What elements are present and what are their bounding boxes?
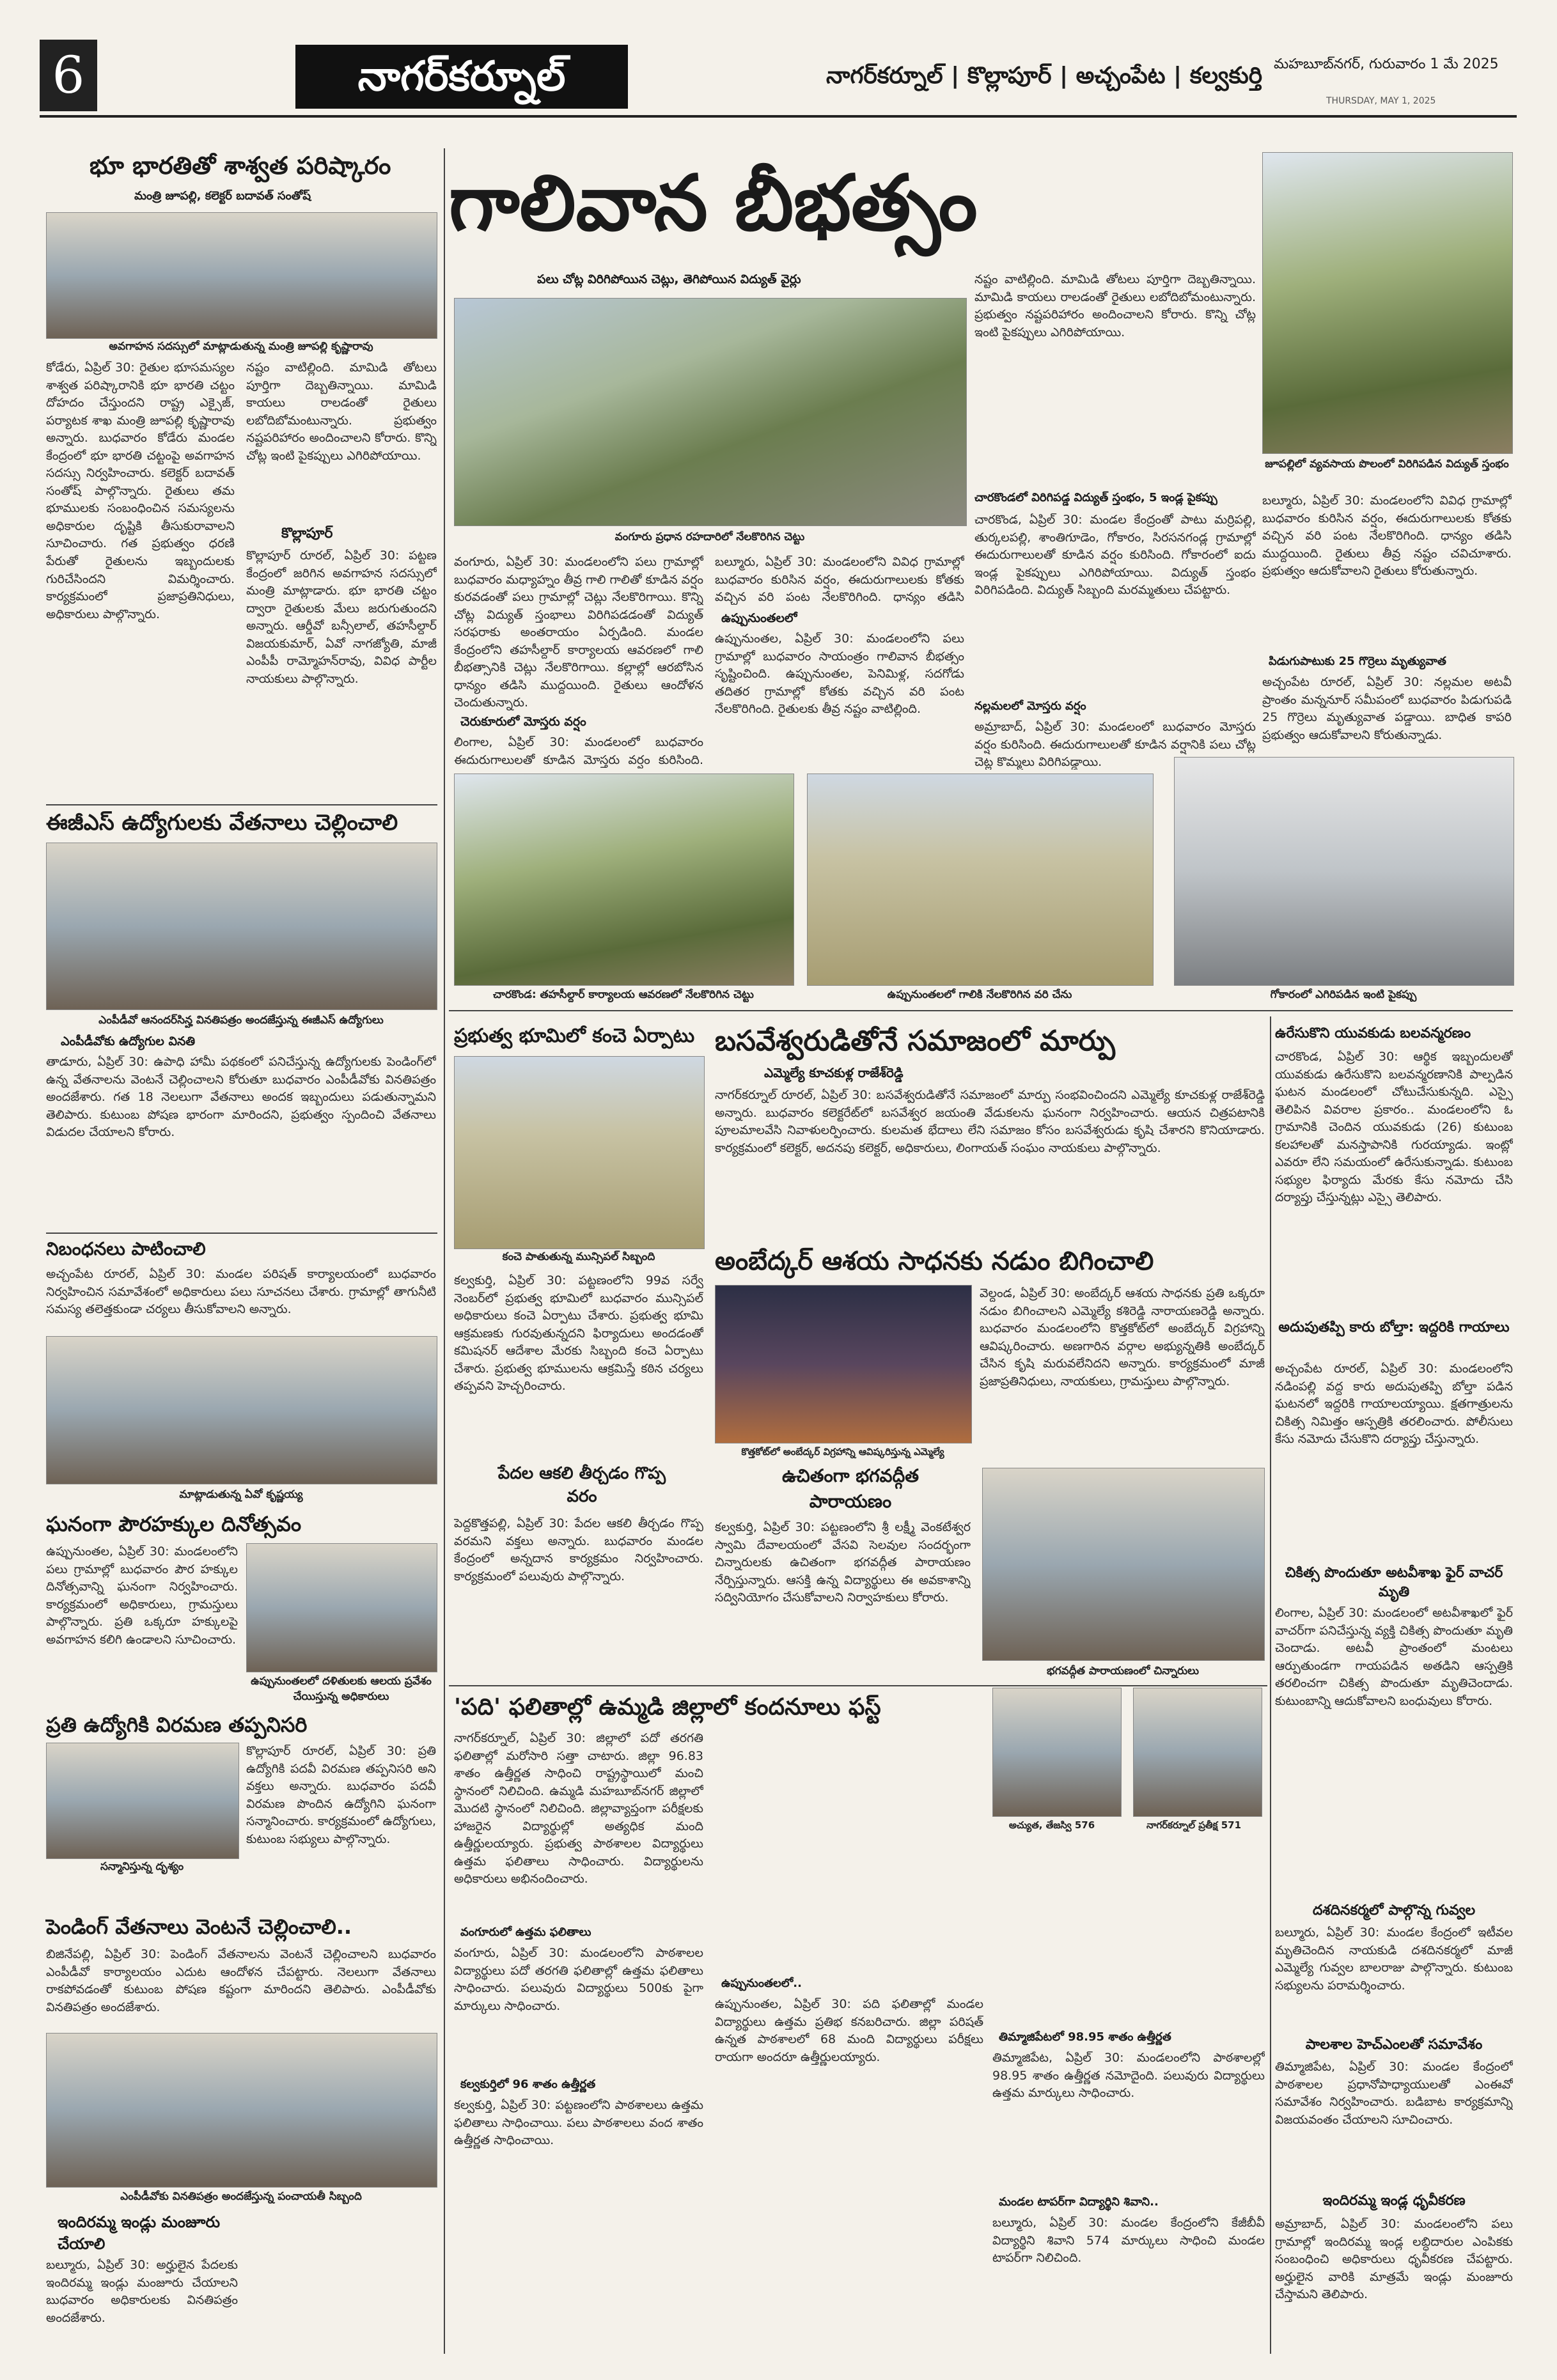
body-car-overturn: అచ్చంపేట రూరల్, ఏప్రిల్ 30: మండలంలోని నడింపల్లి వద్ద కారు అదుపుతప్పి బోల్తా పడిన ఘటనలో ఇద్దరికి గాయాలయ్యాయి. క్షతగాత్రులను చికిత్స నిమిత్తం ఆస్పత్రికి తరలించారు. పోలీసులు కేసు నమోదు చేసుకొని దర్యాప్తు చేస్తున్నారు.: [1275, 1362, 1513, 1447]
subhead-thimmajipet: తిమ్మాజిపేటలో 98.95 శాతం ఉత్తీర్ణత: [999, 2030, 1171, 2044]
subhead-guvvala: దశదినకర్మలో పాల్గొన్న గువ్వల: [1312, 1902, 1476, 1918]
body-main-balmoor: బల్మూరు, ఏప్రిల్ 30: మండలంలోని వివిధ గ్రామాల్లో బుధవారం కురిసిన వర్షం, ఈదురుగాలులకు కోతకు వచ్చిన వరి పంట నేలకొరిగింది. ధాన్యం తడిసి ముద్దయింది. రైతులు తీవ్ర నష్టం చవిచూశారు. ప్రభుత్వం ఆదుకోవాలని రైతులు కోరుతున్నారు.: [1262, 494, 1512, 579]
headline-egs: ఈజీఎస్ ఉద్యోగులకు వేతనాలు చెల్లించాలి: [46, 810, 398, 836]
subhead-indiramma: ఇందిరమ్మ ఇండ్లు మంజూరు చేయాలి: [58, 2213, 221, 2253]
divider: [449, 1010, 1513, 1011]
caption-awareness-meeting: అవగాహన సదస్సులో మాట్లాడుతున్న మంత్రి జూపల్లి కృష్ణారావు: [109, 340, 373, 353]
headline-main-storm: గాలివాన బీభత్సం: [449, 159, 978, 248]
caption-ambedkar-statue: కొత్తకోట్‌లో అంబేద్కర్ విగ్రహాన్ని ఆవిష్కరిస్తున్న ఎమ్మెల్యే: [741, 1446, 944, 1458]
subhead-vangoor-results: వంగూరులో ఉత్తమ ఫలితాలు: [460, 1925, 591, 1939]
byline-main-storm: పలు చోట్ల విరిగిపోయిన చెట్లు, తెగిపోయిన విద్యుత్ వైర్లు: [537, 272, 801, 286]
body-kollapur: కొల్లాపూర్ రూరల్, ఏప్రిల్ 30: పట్టణ కేంద్రంలో జరిగిన అవగాహన సదస్సులో మంత్రి మాట్లాడారు. భూ భారతి చట్టం ద్వారా రైతులకు మేలు జరుగుతుందని అన్నారు. ఆర్డీవో బన్సీలాల్, తహసీల్దార్ విజయకుమార్, ఏవో నాగజ్యోతి, మాజీ ఎంపీపీ రామ్మోహన్‌రావు, వివిధ పార్టీల నాయకులు పాల్గొన్నారు.: [246, 548, 437, 686]
page-number: 6: [40, 40, 97, 111]
divider: [46, 1233, 437, 1234]
photo-broken-pole: [1262, 152, 1513, 454]
subhead-bhagavad-gita: ఉచితంగా భగవద్గీత పారాయణం: [781, 1465, 919, 1512]
photo-meeting: [46, 1336, 437, 1484]
photo-student-1: [992, 1688, 1122, 1817]
subhead-car-overturn: అదుపుతప్పి కారు బోల్తా: ఇద్దరికి గాయాలు: [1278, 1319, 1510, 1335]
caption-student-2: నాగర్‌కర్నూల్ ప్రతీక్ష 571: [1146, 1819, 1242, 1831]
body-basaveshwara: నాగర్‌కర్నూల్ రూరల్, ఏప్రిల్ 30: బసవేశ్వరుడితోనే సమాజంలో మార్పు సంభవించిందని ఎమ్మెల్యే కూచకుళ్ల రాజేశ్‌రెడ్డి అన్నారు. బుధవారం కలెక్టరేట్‌లో బసవేశ్వర జయంతి వేడుకలను ఘనంగా నిర్వహించారు. ఆయన చిత్రపటానికి పూలమాలవేసి నివాళులర్పించారు. కులమత భేదాలు లేని సమాజం కోసం బసవేశ్వరుడు కృషి చేశారని కొనియాడారు. కార్యక్రమంలో కలెక్టర్, అదనపు కలెక్టర్, అధికారులు, లింగాయత్ సంఘం నాయకులు పాల్గొన్నారు.: [715, 1088, 1265, 1155]
caption-fence: కంచె పాతుతున్న మున్సిపల్ సిబ్బంది: [502, 1250, 655, 1263]
caption-felicitation: సన్మానిస్తున్న దృశ్యం: [100, 1860, 184, 1873]
subhead-uppununthala: ఉప్పునుంతలలో: [721, 611, 797, 625]
subhead-kollapur: కొల్లాపూర్: [281, 525, 333, 541]
photo-fence: [454, 1056, 705, 1249]
edition-title: నాగర్‌కర్నూల్: [295, 45, 628, 109]
body-mandal-topper: బల్మూరు, ఏప్రిల్ 30: మండల కేంద్రంలోని కేజీబీవీ విద్యార్థిని శివాని 574 మార్కులు సాధించి మండల టాపర్‌గా నిలిచింది.: [992, 2216, 1265, 2266]
subhead-uppununthala-results: ఉప్పునుంతలలో..: [721, 1977, 802, 1990]
body-main-charakonda: చారకొండ, ఏప్రిల్ 30: మండల కేంద్రంతో పాటు మర్రిపల్లి, తుర్కలపల్లి, శాంతిగూడెం, గోకారం, సిరసనగండ్ల గ్రామాల్లో ఈదురుగాలులతో కూడిన వర్షం కురిసింది. గోకారంలో ఐదు ఇండ్ల పైకప్పులు ఎగిరిపోయాయి. విద్యుత్ స్తంభం విరిగిపడింది. విద్యుత్ సిబ్బంది మరమ్మతులు చేపట్టారు.: [974, 513, 1256, 598]
body-vangoor-results: వంగూరు, ఏప్రిల్ 30: మండలంలోని పాఠశాలల విద్యార్థులు పదో తరగతి ఫలితాల్లో ఉత్తమ ఫలితాలు సాధించారు. పలువురు విద్యార్థులు 500కు పైగా మార్కులు సాధించారు.: [454, 1946, 703, 2013]
body-main-amrabad: అమ్రాబాద్, ఏప్రిల్ 30: మండలంలో బుధవారం మోస్తరు వర్షం కురిసింది. ఈదురుగాలులతో కూడిన వర్షానికి పలు చోట్ల చెట్ల కొమ్మలు విరిగిపడ్డాయి.: [974, 720, 1256, 770]
body-main-vangoor: వంగూరు, ఏప్రిల్ 30: మండలంలోని పలు గ్రామాల్లో బుధవారం మధ్యాహ్నం తీవ్ర గాలి గాలితో కూడిన వర్షం కురవడంతో పలు గ్రామాల్లో చెట్లు నేలకొరిగాయి. కొన్ని చోట్ల విద్యుత్ స్తంభాలు విరిగిపడడంతో విద్యుత్ సరఫరాకు అంతరాయం ఏర్పడింది. మండల కేంద్రంలోని తహసీల్దార్ కార్యాలయ ఆవరణలో గాలి బీభత్సానికి చెట్లు నేలకొరిగాయి. కల్లాల్లో ఆరబోసిన ధాన్యం తడిసి ముద్దయింది. రైతులు ఆందోళన చెందుతున్నారు.: [454, 555, 703, 710]
column-rule: [444, 148, 445, 2354]
body-retirement-tail: [46, 1879, 436, 1911]
headline-retirement: ప్రతి ఉద్యోగికి విరమణ తప్పనిసరి: [46, 1713, 308, 1737]
photo-paddy-field: [807, 774, 1154, 986]
subhead-feeding-poor: పేదల ఆకలి తీర్చడం గొప్ప వరం: [497, 1464, 666, 1506]
subhead-fire-watcher: చికిత్స పొందుతూ అటవీశాఖ ఫైర్ వాచర్ మృతి: [1285, 1565, 1503, 1600]
photo-tree-tahsildar: [454, 774, 794, 986]
subhead-mandal-topper: మండల టాపర్‌గా విద్యార్థిని శివాని..: [999, 2195, 1159, 2209]
photo-temple-entry: [246, 1543, 437, 1672]
headline-basaveshwara: బసవేశ్వరుడితోనే సమాజంలో మార్పు: [715, 1025, 1116, 1057]
divider: [449, 1685, 1267, 1686]
headline-bhu-bharati: భూ భారతితో శాశ్వత పరిష్కారం: [90, 152, 391, 180]
edition-places: నాగర్‌కర్నూల్ | కొల్లాపూర్ | అచ్చంపేట | కల్వకుర్తి: [826, 63, 1263, 89]
body-main-lightning: అచ్చంపేట రూరల్, ఏప్రిల్ 30: నల్లమల అటవీ ప్రాంతం మన్ననూర్ సమీపంలో బుధవారం పిడుగుపడి 25 గొర్రెలు మృత్యువాత పడ్డాయి. బాధిత కాపరి ప్రభుత్వం ఆదుకోవాలని కోరుతున్నాడు.: [1262, 675, 1512, 742]
subhead-cherukur: చెరుకూరులో మోస్తరు వర్షం: [460, 715, 586, 729]
subhead-egs: ఎంపీడీవోకు ఉద్యోగుల వినతి: [61, 1034, 196, 1048]
caption-pending-petition: ఎంపీడీవోకు వినతిపత్రం అందజేస్తున్న పంచాయతీ సిబ్బంది: [120, 2190, 362, 2203]
headline-ssc-results: 'పది' ఫలితాల్లో ఉమ్మడి జిల్లాలో కందనూలు ఫస్ట్: [454, 1694, 881, 1720]
headline-rules: నిబంధనలు పాటించాలి: [46, 1238, 206, 1259]
caption-broken-pole: జూపల్లిలో వ్యవసాయ పొలంలో విరిగిపడిన విద్యుత్ స్తంభం: [1265, 458, 1509, 471]
body-ssc-results-cont: [715, 1730, 983, 1973]
photo-pending-petition: [46, 2033, 437, 2188]
body-retirement: కొల్లాపూర్ రూరల్, ఏప్రిల్ 30: ప్రతి ఉద్యోగికి పదవీ విరమణ తప్పనిసరి అని వక్తలు అన్నారు. బుధవారం పదవీ విరమణ పొందిన ఉద్యోగిని ఘనంగా సన్మానించారు. కార్యక్రమంలో ఉద్యోగులు, కుటుంబ సభ్యులు పాల్గొన్నారు.: [246, 1744, 436, 1846]
caption-gita-children: భగవద్గీత పారాయణంలో చిన్నారులు: [1046, 1665, 1200, 1677]
body-kalwakurthy-results: కల్వకుర్తి, ఏప్రిల్ 30: పట్టణంలోని పాఠశాలలు ఉత్తమ ఫలితాలు సాధించాయి. పలు పాఠశాలలు వంద శాతం ఉత్తీర్ణత సాధించాయి.: [454, 2098, 703, 2148]
body-bhu-bharati-cont: నష్టం వాటిల్లింది. మామిడి తోటలు పూర్తిగా దెబ్బతిన్నాయి. మామిడి కాయలు రాలడంతో రైతులు లబోదిబోమంటున్నారు. ప్రభుత్వం నష్టపరిహారం అందించాలని కోరారు. కొన్ని చోట్ల ఇంటి పైకప్పులు ఎగిరిపోయాయి.: [246, 361, 437, 463]
body-thimmajipet: తిమ్మాజిపేట, ఏప్రిల్ 30: మండలంలోని పాఠశాలల్లో 98.95 శాతం ఉత్తీర్ణత నమోదైంది. పలువురు విద్యార్థులు ఉత్తమ మార్కులు సాధించారు.: [992, 2051, 1265, 2101]
body-ambedkar: వెల్దండ, ఏప్రిల్ 30: అంబేద్కర్ ఆశయ సాధనకు ప్రతి ఒక్కరూ నడుం బిగించాలని ఎమ్మెల్యే కశిరెడ్డి నారాయణరెడ్డి అన్నారు. బుధవారం మండలంలోని కొత్తకోట్‌లో అంబేద్కర్ విగ్రహాన్ని ఆవిష్కరించారు. అణగారిన వర్గాల అభ్యున్నతికి అంబేద్కర్ చేసిన కృషి మరువలేనిదని అన్నారు. కార్యక్రమంలో మాజీ ప్రజాప్రతినిధులు, నాయకులు, గ్రామస్తులు పాల్గొన్నారు.: [980, 1286, 1265, 1388]
body-indiramma: బల్మూరు, ఏప్రిల్ 30: అర్హులైన పేదలకు ఇందిరమ్మ ఇండ్లు మంజూరు చేయాలని బుధవారం అధికారులకు వినతిపత్రం అందజేశారు.: [46, 2258, 238, 2325]
body-fire-watcher: లింగాల, ఏప్రిల్ 30: మండలంలో అటవీశాఖలో ఫైర్ వాచర్‌గా పనిచేస్తున్న వ్యక్తి చికిత్స పొందుతూ మృతి చెందాడు. అటవీ ప్రాంతంలో మంటలు ఆర్పుతుండగా గాయపడిన అతడిని ఆస్పత్రికి తరలించగా చికిత్స పొందుతూ మృతిచెందాడు. కుటుంబాన్ని ఆదుకోవాలని బంధువులు కోరారు.: [1275, 1606, 1513, 1708]
photo-felicitation: [46, 1743, 239, 1859]
subhead-indiramma-verify: ఇందిరమ్మ ఇండ్ల ధృవీకరణ: [1322, 2193, 1466, 2209]
byline-bhu-bharati: మంత్రి జూపల్లి, కలెక్టర్ బదావత్ సంతోష్: [134, 189, 311, 203]
headline-ambedkar: అంబేద్కర్ ఆశయ సాధనకు నడుం బిగించాలి: [715, 1247, 1154, 1276]
subhead-hm-meeting: పాలశాల హెచ్‌ఎంలతో సమావేశం: [1305, 2037, 1483, 2053]
body-guvvala: బల్మూరు, ఏప్రిల్ 30: మండల కేంద్రంలో ఇటీవల మృతిచెందిన నాయకుడి దశదినకర్మలో మాజీ ఎమ్మెల్యే గువ్వల బాలరాజు పాల్గొన్నారు. కుటుంబ సభ్యులను పరామర్శించారు.: [1275, 1925, 1513, 1993]
photo-fallen-tree-road: [454, 298, 967, 526]
body-pending-salaries: బిజినేపల్లి, ఏప్రిల్ 30: పెండింగ్ వేతనాలను వెంటనే చెల్లించాలని బుధవారం ఎంపీడీవో కార్యాలయం ఎదుట ఆందోళన చేపట్టారు. నెలలుగా వేతనాలు రాకపోవడంతో కుటుంబ పోషణ కష్టంగా మారిందని తెలిపారు. ఎంపీడీవోకు వినతిపత్రం అందజేశారు.: [46, 1947, 436, 2014]
body-rules: అచ్చంపేట రూరల్, ఏప్రిల్ 30: మండల పరిషత్ కార్యాలయంలో బుధవారం నిర్వహించిన సమావేశంలో అధికారులు పలు సూచనలు చేశారు. గ్రామాల్లో తాగునీటి సమస్య తలెత్తకుండా చర్యలు తీసుకోవాలని అన్నారు.: [46, 1267, 436, 1317]
body-main-uppununthala: ఉప్పునుంతల, ఏప్రిల్ 30: మండలంలోని పలు గ్రామాల్లో బుధవారం సాయంత్రం గాలివాన బీభత్సం సృష్టించింది. ఉప్పునుంతల, పెనిమిళ్ల, సదగోడు తదితర గ్రామాల్లో కోతకు వచ్చిన వరి పంట నేలకొరిగింది. రైతులకు తీవ్ర నష్టం వాటిల్లింది.: [715, 632, 964, 717]
photo-roof-damage: [1174, 757, 1514, 986]
caption-temple-entry: ఉప్పునుంతలలో దళితులకు ఆలయ ప్రవేశం చేయిస్తున్న అధికారులు: [251, 1675, 432, 1703]
body-results-nagarkurnool: [992, 1840, 1265, 2025]
body-main-cont: బల్మూరు, ఏప్రిల్ 30: మండలంలోని వివిధ గ్రామాల్లో బుధవారం కురిసిన వర్షం, ఈదురుగాలులకు కోతకు వచ్చిన వరి పంట నేలకొరిగింది. ధాన్యం తడిసి: [715, 555, 964, 605]
body-suicide: చారకొండ, ఏప్రిల్ 30: ఆర్థిక ఇబ్బందులతో యువకుడు ఉరేసుకొని బలవన్మరణానికి పాల్పడిన ఘటన మండలంలో చోటుచేసుకున్నది. ఎస్సై తెలిపిన వివరాల ప్రకారం.. మండలంలోని ఓ గ్రామానికి చెందిన యువకుడు (26) కుటుంబ కలహాలతో మనస్తాపానికి గురయ్యాడు. ఇంట్లో ఎవరూ లేని సమయంలో ఉరేసుకున్నాడు. కుటుంబ సభ్యుల ఫిర్యాదు మేరకు కేసు నమోదు చేసి దర్యాప్తు చేస్తున్నట్లు ఎస్సై తెలిపారు.: [1275, 1050, 1513, 1205]
body-bhagavad-gita: కల్వకుర్తి, ఏప్రిల్ 30: పట్టణంలోని శ్రీ లక్ష్మీ వెంకటేశ్వర స్వామి దేవాలయంలో వేసవి సెలవుల సందర్భంగా చిన్నారులకు ఉచితంగా భగవద్గీత పారాయణం నేర్పిస్తున్నారు. ఆసక్తి ఉన్న విద్యార్థులు ఈ అవకాశాన్ని సద్వినియోగం చేసుకోవాలని నిర్వాహకులు కోరారు.: [715, 1520, 971, 1605]
dateline-telugu: మహబూబ్‌నగర్, గురువారం 1 మే 2025: [1274, 56, 1499, 72]
column-rule: [1270, 1016, 1271, 2354]
masthead: [40, 40, 1517, 118]
headline-civil-rights: ఘనంగా పౌరహక్కుల దినోత్సవం: [46, 1512, 302, 1536]
caption-paddy-field: ఉప్పునుంతలలో గాలికి నేలకొరిగిన వరి చేను: [887, 988, 1072, 1001]
caption-egs-petition: ఎంపీడీవో ఆనందర్‌సిన్హ వినతిపత్రం అందజేస్తున్న ఈజీఎస్ ఉద్యోగులు: [98, 1014, 384, 1027]
caption-tree-tahsildar: చారకొండ: తహసీల్దార్ కార్యాలయ ఆవరణలో నేలకొరిగిన చెట్టు: [493, 988, 754, 1001]
body-hm-meeting: తిమ్మాజిపేట, ఏప్రిల్ 30: మండల కేంద్రంలో పాఠశాలల ప్రధానోపాధ్యాయులతో ఎంఈవో సమావేశం నిర్వహించారు. బడిబాట కార్యక్రమాన్ని విజయవంతం చేయాలని సూచించారు.: [1275, 2060, 1513, 2127]
body-uppununthala-results: ఉప్పునుంతల, ఏప్రిల్ 30: పది ఫలితాల్లో మండల విద్యార్థులు ఉత్తమ ప్రతిభ కనబరిచారు. జిల్లా పరిషత్ ఉన్నత పాఠశాలలో 68 మంది విద్యార్థులు పరీక్షలు రాయగా అందరూ ఉత్తీర్ణులయ్యారు.: [715, 1997, 983, 2064]
body-egs: తాడూరు, ఏప్రిల్ 30: ఉపాధి హామీ పథకంలో పనిచేస్తున్న ఉద్యోగులకు పెండింగ్‌లో ఉన్న వేతనాలను వెంటనే చెల్లించాలని కోరుతూ బుధవారం ఎంపీడీవోకు వినతిపత్రం అందజేశారు. గత 18 నెలలుగా వేతనాలు అందక ఇబ్బందులు పడుతున్నామని తెలిపారు. కుటుంబ పోషణ భారంగా మారిందని, ప్రభుత్వం స్పందించి వేతనాలు విడుదల చేయాలని కోరారు.: [46, 1055, 436, 1140]
dateline-english: THURSDAY, MAY 1, 2025: [1326, 96, 1436, 106]
caption-meeting: మాట్లాడుతున్న ఏవో కృష్ణయ్య: [179, 1488, 303, 1501]
body-main-lingala: లింగాల, ఏప్రిల్ 30: మండలంలో బుధవారం ఈదురుగాలులతో కూడిన మోస్తరు వర్షం కురిసింది.: [454, 735, 703, 767]
caption-student-1: అచ్యుత, తేజస్వి 576: [1008, 1819, 1095, 1831]
photo-student-2: [1133, 1688, 1262, 1817]
caption-roof-damage: గోకారంలో ఎగిరిపడిన ఇంటి పైకప్పు: [1270, 988, 1417, 1001]
body-main-mango: నష్టం వాటిల్లింది. మామిడి తోటలు పూర్తిగా దెబ్బతిన్నాయి. మామిడి కాయలు రాలడంతో రైతులు లబోదిబోమంటున్నారు. ప్రభుత్వం నష్టపరిహారం అందించాలని కోరారు. కొన్ని చోట్ల ఇంటి పైకప్పులు ఎగిరిపోయాయి.: [974, 272, 1256, 339]
subhead-lightning: పిడుగుపాటుకు 25 గొర్రెలు మృత్యువాత: [1269, 655, 1446, 668]
divider: [46, 804, 437, 805]
headline-suicide: ఉరేసుకొని యువకుడు బలవన్మరణం: [1275, 1025, 1471, 1041]
subhead-kalwakurthy-results: కల్వకుర్తిలో 96 శాతం ఉత్తీర్ణత: [460, 2078, 596, 2091]
byline-basaveshwara: ఎమ్మెల్యే కూచకుళ్ల రాజేశ్‌రెడ్డి: [764, 1065, 904, 1080]
body-govt-land-fence: కల్వకుర్తి, ఏప్రిల్ 30: పట్టణంలోని 99వ సర్వే నెంబర్‌లో ప్రభుత్వ భూమిలో బుధవారం మున్సిపల్ అధికారులు కంచె ఏర్పాటు చేశారు. ప్రభుత్వ భూమి ఆక్రమణకు గురవుతున్నదని ఫిర్యాదులు అందడంతో కమిషనర్ ఆదేశాల మేరకు సిబ్బంది కంచె ఏర్పాటు చేశారు. ప్రభుత్వ భూములను ఆక్రమిస్తే కఠిన చర్యలు తప్పవని హెచ్చరించారు.: [454, 1273, 703, 1394]
headline-govt-land-fence: ప్రభుత్వ భూమిలో కంచె ఏర్పాటు: [454, 1025, 695, 1047]
body-indiramma-verify: అమ్రాబాద్, ఏప్రిల్ 30: మండలంలోని పలు గ్రామాల్లో ఇందిరమ్మ ఇండ్ల లబ్ధిదారుల ఎంపికకు సంబంధించి అధికారులు ధృవీకరణ చేపట్టారు. అర్హులైన వారికి మాత్రమే ఇండ్లు మంజూరు చేస్తామని తెలిపారు.: [1275, 2217, 1513, 2302]
photo-ambedkar-statue: [715, 1285, 972, 1443]
caption-fallen-tree-road: వంగూరు ప్రధాన రహదారిలో నేలకొరిగిన చెట్టు: [614, 531, 805, 543]
photo-awareness-meeting: [46, 212, 437, 339]
body-bhu-bharati: కోడేరు, ఏప్రిల్ 30: రైతుల భూసమస్యల శాశ్వత పరిష్కారానికి భూ భారతి చట్టం దోహదం చేస్తుందని రాష్ట్ర ఎక్సైజ్, పర్యాటక శాఖ మంత్రి జూపల్లి కృష్ణారావు అన్నారు. బుధవారం కోడేరు మండల కేంద్రంలో భూ భారతి చట్టంపై అవగాహన సదస్సు నిర్వహించారు. కలెక్టర్ బదావత్ సంతోష్ పాల్గొన్నారు. రైతులు తమ భూములకు సంబంధించిన సమస్యలను అధికారుల దృష్టికి తీసుకురావాలని సూచించారు. గత ప్రభుత్వం ధరణి పేరుతో రైతులను ఇబ్బందులకు గురిచేసిందని విమర్శించారు. కార్యక్రమంలో ప్రజాప్రతినిధులు, అధికారులు పాల్గొన్నారు.: [46, 361, 235, 621]
headline-pending-salaries: పెండింగ్ వేతనాలు వెంటనే చెల్లించాలి..: [46, 1915, 352, 1939]
body-feeding-poor: పెద్దకొత్తపల్లి, ఏప్రిల్ 30: పేదల ఆకలి తీర్చడం గొప్ప వరమని వక్తలు అన్నారు. బుధవారం మండల కేంద్రంలో అన్నదాన కార్యక్రమం నిర్వహించారు. కార్యక్రమంలో పలువురు పాల్గొన్నారు.: [454, 1516, 703, 1583]
body-pending-cont: [246, 2213, 436, 2353]
photo-egs-petition: [46, 843, 437, 1010]
subhead-nallamala: నల్లమలలో మోస్తరు వర్షం: [974, 699, 1086, 713]
subhead-charakonda: చారకొండలో విరిగిపడ్డ విద్యుత్ స్తంభం, 5 ఇండ్ల పైకప్పు: [974, 491, 1217, 504]
photo-gita-children: [982, 1468, 1265, 1661]
body-civil-rights: ఉప్పునుంతల, ఏప్రిల్ 30: మండలంలోని పలు గ్రామాల్లో బుధవారం పౌర హక్కుల దినోత్సవాన్ని ఘనంగా నిర్వహించారు. కార్యక్రమంలో అధికారులు, గ్రామస్తులు పాల్గొన్నారు. ప్రతి ఒక్కరూ హక్కులపై అవగాహన కలిగి ఉండాలని సూచించారు.: [46, 1544, 238, 1647]
body-ssc-results: నాగర్‌కర్నూల్, ఏప్రిల్ 30: జిల్లాలో పదో తరగతి ఫలితాల్లో మరోసారి సత్తా చాటారు. జిల్లా 96.83 శాతం ఉత్తీర్ణత సాధించి రాష్ట్రస్థాయిలో మంచి స్థానంలో నిలిచింది. ఉమ్మడి మహబూబ్‌నగర్ జిల్లాలో మొదటి స్థానంలో నిలిచింది. జిల్లావ్యాప్తంగా పరీక్షలకు హాజరైన విద్యార్థుల్లో అత్యధిక మంది ఉత్తీర్ణులయ్యారు. ప్రభుత్వ పాఠశాలల విద్యార్థులు ఉత్తమ ఫలితాలు సాధించారు. విద్యార్థులను అధికారులు అభినందించారు.: [454, 1731, 703, 1886]
